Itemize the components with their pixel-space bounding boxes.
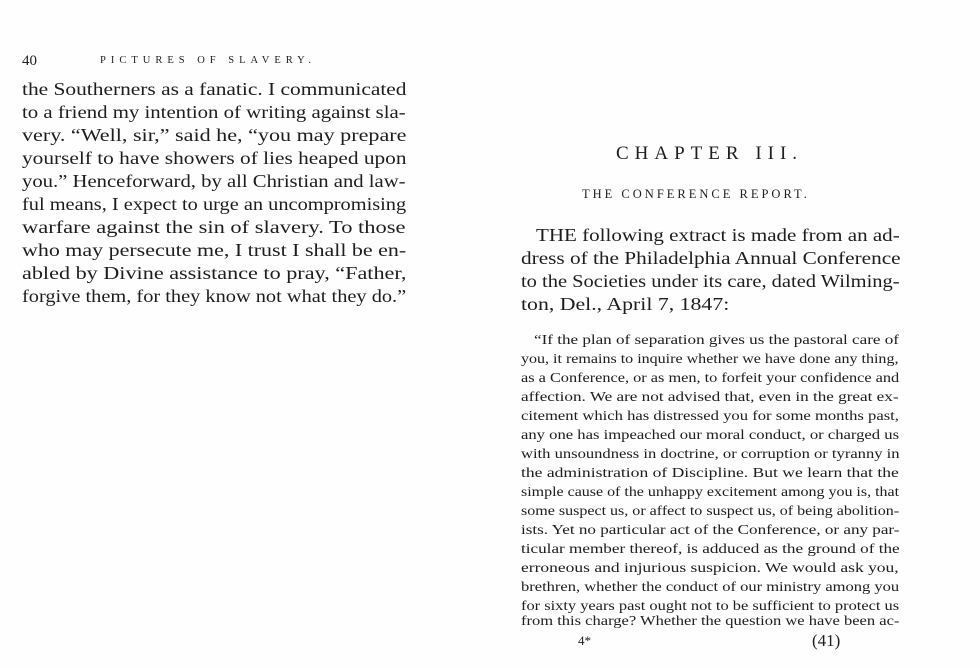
quote-line: with unsoundness in doctrine, or corruption or tyranny in [521, 446, 900, 461]
right-page [490, 0, 980, 668]
intro-line: ton, Del., April 7, 1847: [521, 294, 730, 314]
quote-line: citement which has distressed you for some months past, [521, 408, 899, 423]
quote-line: as a Conference, or as men, to forfeit your confidence and [521, 370, 900, 385]
body-line: forgive them, for they know not what they do.” [22, 286, 407, 306]
right-page-number: (41) [812, 631, 841, 650]
intro-line: to the Societies under its care, dated Wilming- [521, 271, 900, 291]
body-line: ful means, I expect to urge an uncompromising [22, 194, 407, 214]
body-line: very. “Well, sir,” said he, “you may prepare [22, 125, 407, 145]
quote-line: for sixty years past ought not to be sufficient to protect us [521, 598, 900, 613]
quote-line: you, it remains to inquire whether we have done any thing, [521, 351, 899, 366]
chapter-heading: CHAPTER III. [616, 143, 804, 164]
body-line: abled by Divine assistance to pray, “Father, [22, 263, 407, 283]
quote-line: from this charge? Whether the question we have been ac- [521, 613, 900, 628]
quote-line: “If the plan of separation gives us the pastoral care of [534, 332, 899, 347]
body-line: yourself to have showers of lies heaped upon [22, 148, 407, 168]
body-line: you.” Henceforward, by all Christian and law- [22, 171, 406, 191]
body-line: who may persecute me, I trust I shall be en- [22, 240, 407, 260]
chapter-subtitle: THE CONFERENCE REPORT. [582, 187, 810, 201]
running-head: PICTURES OF SLAVERY. [100, 55, 317, 66]
signature-mark: 4* [578, 633, 591, 648]
quote-line: brethren, whether the conduct of our ministry among you [521, 579, 900, 594]
body-line: to a friend my intention of writing against sla- [22, 102, 406, 122]
quote-line: the administration of Discipline. But we learn that the [521, 465, 899, 480]
body-line: warfare against the sin of slavery. To those [22, 217, 406, 237]
quote-line: affection. We are not advised that, even in the great ex- [521, 389, 899, 404]
quote-line: ists. Yet no particular act of the Conference, or any par- [521, 522, 900, 537]
left-page-number: 40 [22, 53, 37, 69]
quote-line: any one has impeached our moral conduct, or charged us [521, 427, 900, 442]
body-line: the Southerners as a fanatic. I communicated [22, 79, 407, 99]
quote-line: erroneous and injurious suspicion. We would ask you, [521, 560, 899, 575]
quote-line: some suspect us, or affect to suspect us, of being abolition- [521, 503, 900, 518]
quote-line: ticular member thereof, is adduced as the ground of the [521, 541, 900, 556]
quote-line: simple cause of the unhappy excitement among you is, that [521, 484, 900, 499]
intro-line: dress of the Philadelphia Annual Conference [521, 248, 901, 268]
intro-line: THE following extract is made from an ad- [536, 225, 900, 245]
